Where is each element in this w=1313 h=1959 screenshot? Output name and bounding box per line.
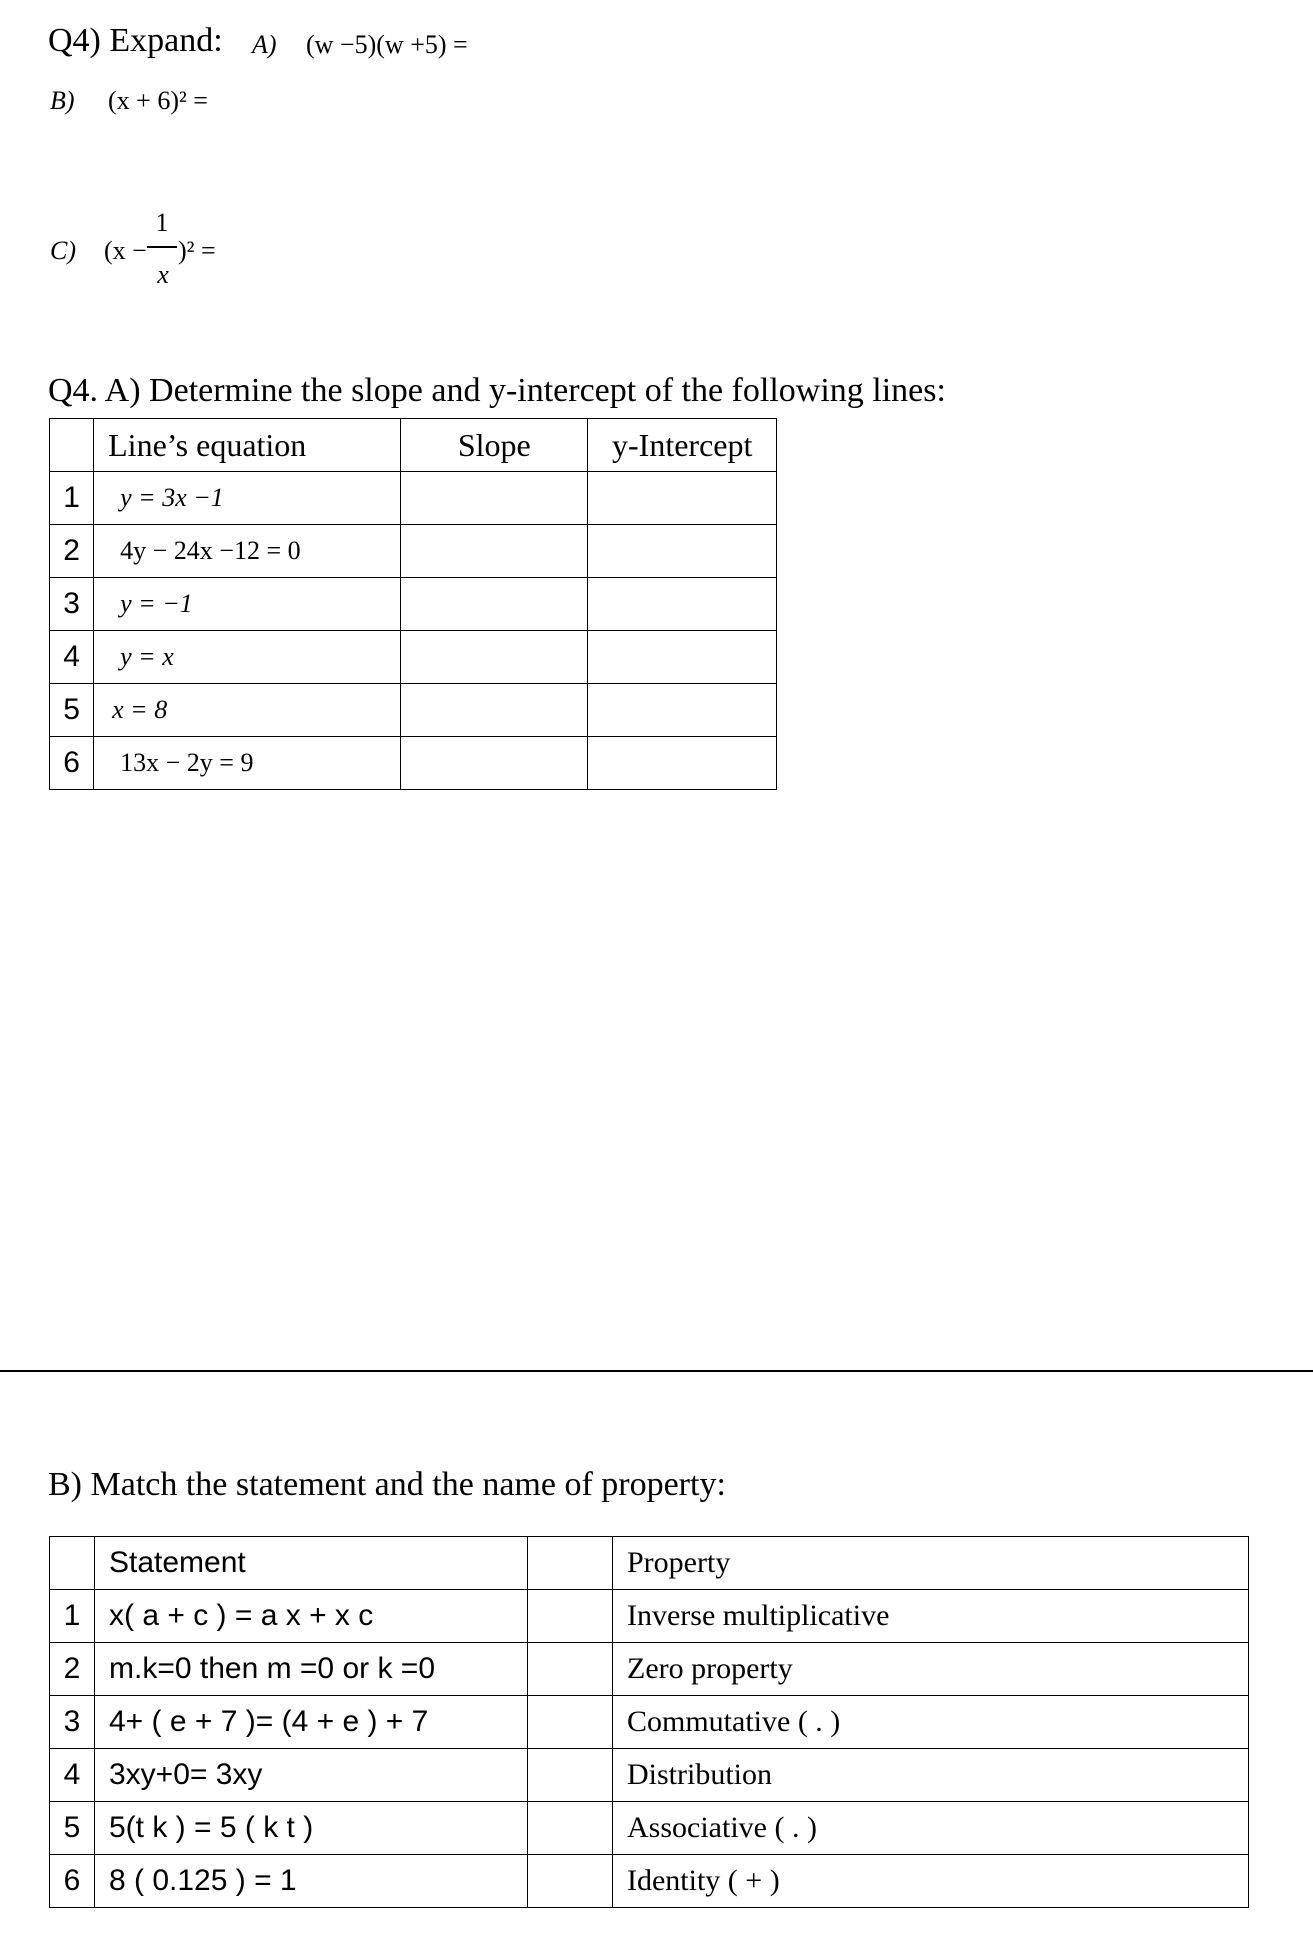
slope-heading: Q4. A) Determine the slope and y-intercept of the following lines: [48, 372, 946, 409]
table-row [50, 1855, 1249, 1908]
equation-cell: 13x − 2y = 9 [94, 737, 401, 790]
part-b-expression: (x + 6)² = [108, 86, 208, 115]
match-answer-cell[interactable] [528, 1643, 613, 1696]
part-b-label: B) [50, 86, 75, 115]
header-slope: Slope [401, 419, 588, 472]
table-row [50, 737, 777, 790]
property-cell: Associative ( . ) [613, 1802, 1249, 1855]
match-table [49, 1536, 1249, 1908]
part-c-close: )² = [178, 236, 216, 265]
match-answer-cell[interactable] [528, 1696, 613, 1749]
slope-answer-cell[interactable] [401, 472, 588, 525]
property-cell: Identity ( + ) [613, 1855, 1249, 1908]
match-heading: B) Match the statement and the name of property: [48, 1466, 726, 1503]
slope-answer-cell[interactable] [401, 737, 588, 790]
row-number: 2 [50, 1643, 95, 1696]
header-number [50, 419, 94, 472]
intercept-answer-cell[interactable] [588, 737, 777, 790]
statement-cell: 4+ ( e + 7 )= (4 + e ) + 7 [95, 1696, 528, 1749]
property-cell: Inverse multiplicative [613, 1590, 1249, 1643]
match-answer-cell[interactable] [528, 1855, 613, 1908]
row-number: 3 [50, 578, 94, 631]
section-divider [0, 1370, 1313, 1372]
statement-cell: 8 ( 0.125 ) = 1 [95, 1855, 528, 1908]
property-cell: Commutative ( . ) [613, 1696, 1249, 1749]
row-number: 3 [50, 1696, 95, 1749]
table-row [50, 472, 777, 525]
row-number: 2 [50, 525, 94, 578]
header-property: Property [613, 1537, 1249, 1590]
table-row [50, 525, 777, 578]
equation-cell: 4y − 24x −12 = 0 [94, 525, 401, 578]
row-number: 6 [50, 1855, 95, 1908]
table-row [50, 631, 777, 684]
table-row [50, 684, 777, 737]
slope-answer-cell[interactable] [401, 631, 588, 684]
row-number: 5 [50, 1802, 95, 1855]
part-c-label: C) [50, 236, 76, 265]
row-number: 1 [50, 472, 94, 525]
part-c-numerator: 1 [155, 208, 169, 237]
header-equation: Line’s equation [94, 419, 401, 472]
equation-cell: y = −1 [94, 578, 401, 631]
statement-cell: x( a + c ) = a x + x c [95, 1590, 528, 1643]
row-number: 5 [50, 684, 94, 737]
intercept-answer-cell[interactable] [588, 631, 777, 684]
property-cell: Zero property [613, 1643, 1249, 1696]
table-row [50, 1590, 1249, 1643]
slope-answer-cell[interactable] [401, 684, 588, 737]
table-row [50, 1802, 1249, 1855]
intercept-answer-cell[interactable] [588, 684, 777, 737]
equation-cell: x = 8 [94, 684, 401, 737]
statement-cell: 3xy+0= 3xy [95, 1749, 528, 1802]
header-intercept: y-Intercept [588, 419, 777, 472]
match-table-header [50, 1537, 1249, 1590]
equation-cell: y = 3x −1 [94, 472, 401, 525]
expand-heading: Q4) Expand: [48, 22, 223, 59]
table-row [50, 1696, 1249, 1749]
part-a-expression: (w −5)(w +5) = [306, 30, 468, 59]
part-c-denominator: x [157, 260, 169, 289]
statement-cell: m.k=0 then m =0 or k =0 [95, 1643, 528, 1696]
match-answer-cell[interactable] [528, 1802, 613, 1855]
intercept-answer-cell[interactable] [588, 472, 777, 525]
intercept-answer-cell[interactable] [588, 525, 777, 578]
property-cell: Distribution [613, 1749, 1249, 1802]
table-row [50, 1749, 1249, 1802]
row-number: 4 [50, 631, 94, 684]
table-row [50, 578, 777, 631]
statement-cell: 5(t k ) = 5 ( k t ) [95, 1802, 528, 1855]
intercept-answer-cell[interactable] [588, 578, 777, 631]
header-statement: Statement [95, 1537, 528, 1590]
match-answer-cell[interactable] [528, 1749, 613, 1802]
row-number: 4 [50, 1749, 95, 1802]
header-number [50, 1537, 95, 1590]
equation-cell: y = x [94, 631, 401, 684]
part-a-label: A) [252, 30, 277, 59]
row-number: 1 [50, 1590, 95, 1643]
row-number: 6 [50, 737, 94, 790]
table-row [50, 1643, 1249, 1696]
match-answer-cell[interactable] [528, 1590, 613, 1643]
header-answer [528, 1537, 613, 1590]
slope-table [49, 418, 777, 790]
part-c-open: (x − [104, 236, 147, 265]
slope-answer-cell[interactable] [401, 525, 588, 578]
slope-table-header [50, 419, 777, 472]
slope-answer-cell[interactable] [401, 578, 588, 631]
part-c-fraction-bar [147, 246, 177, 248]
